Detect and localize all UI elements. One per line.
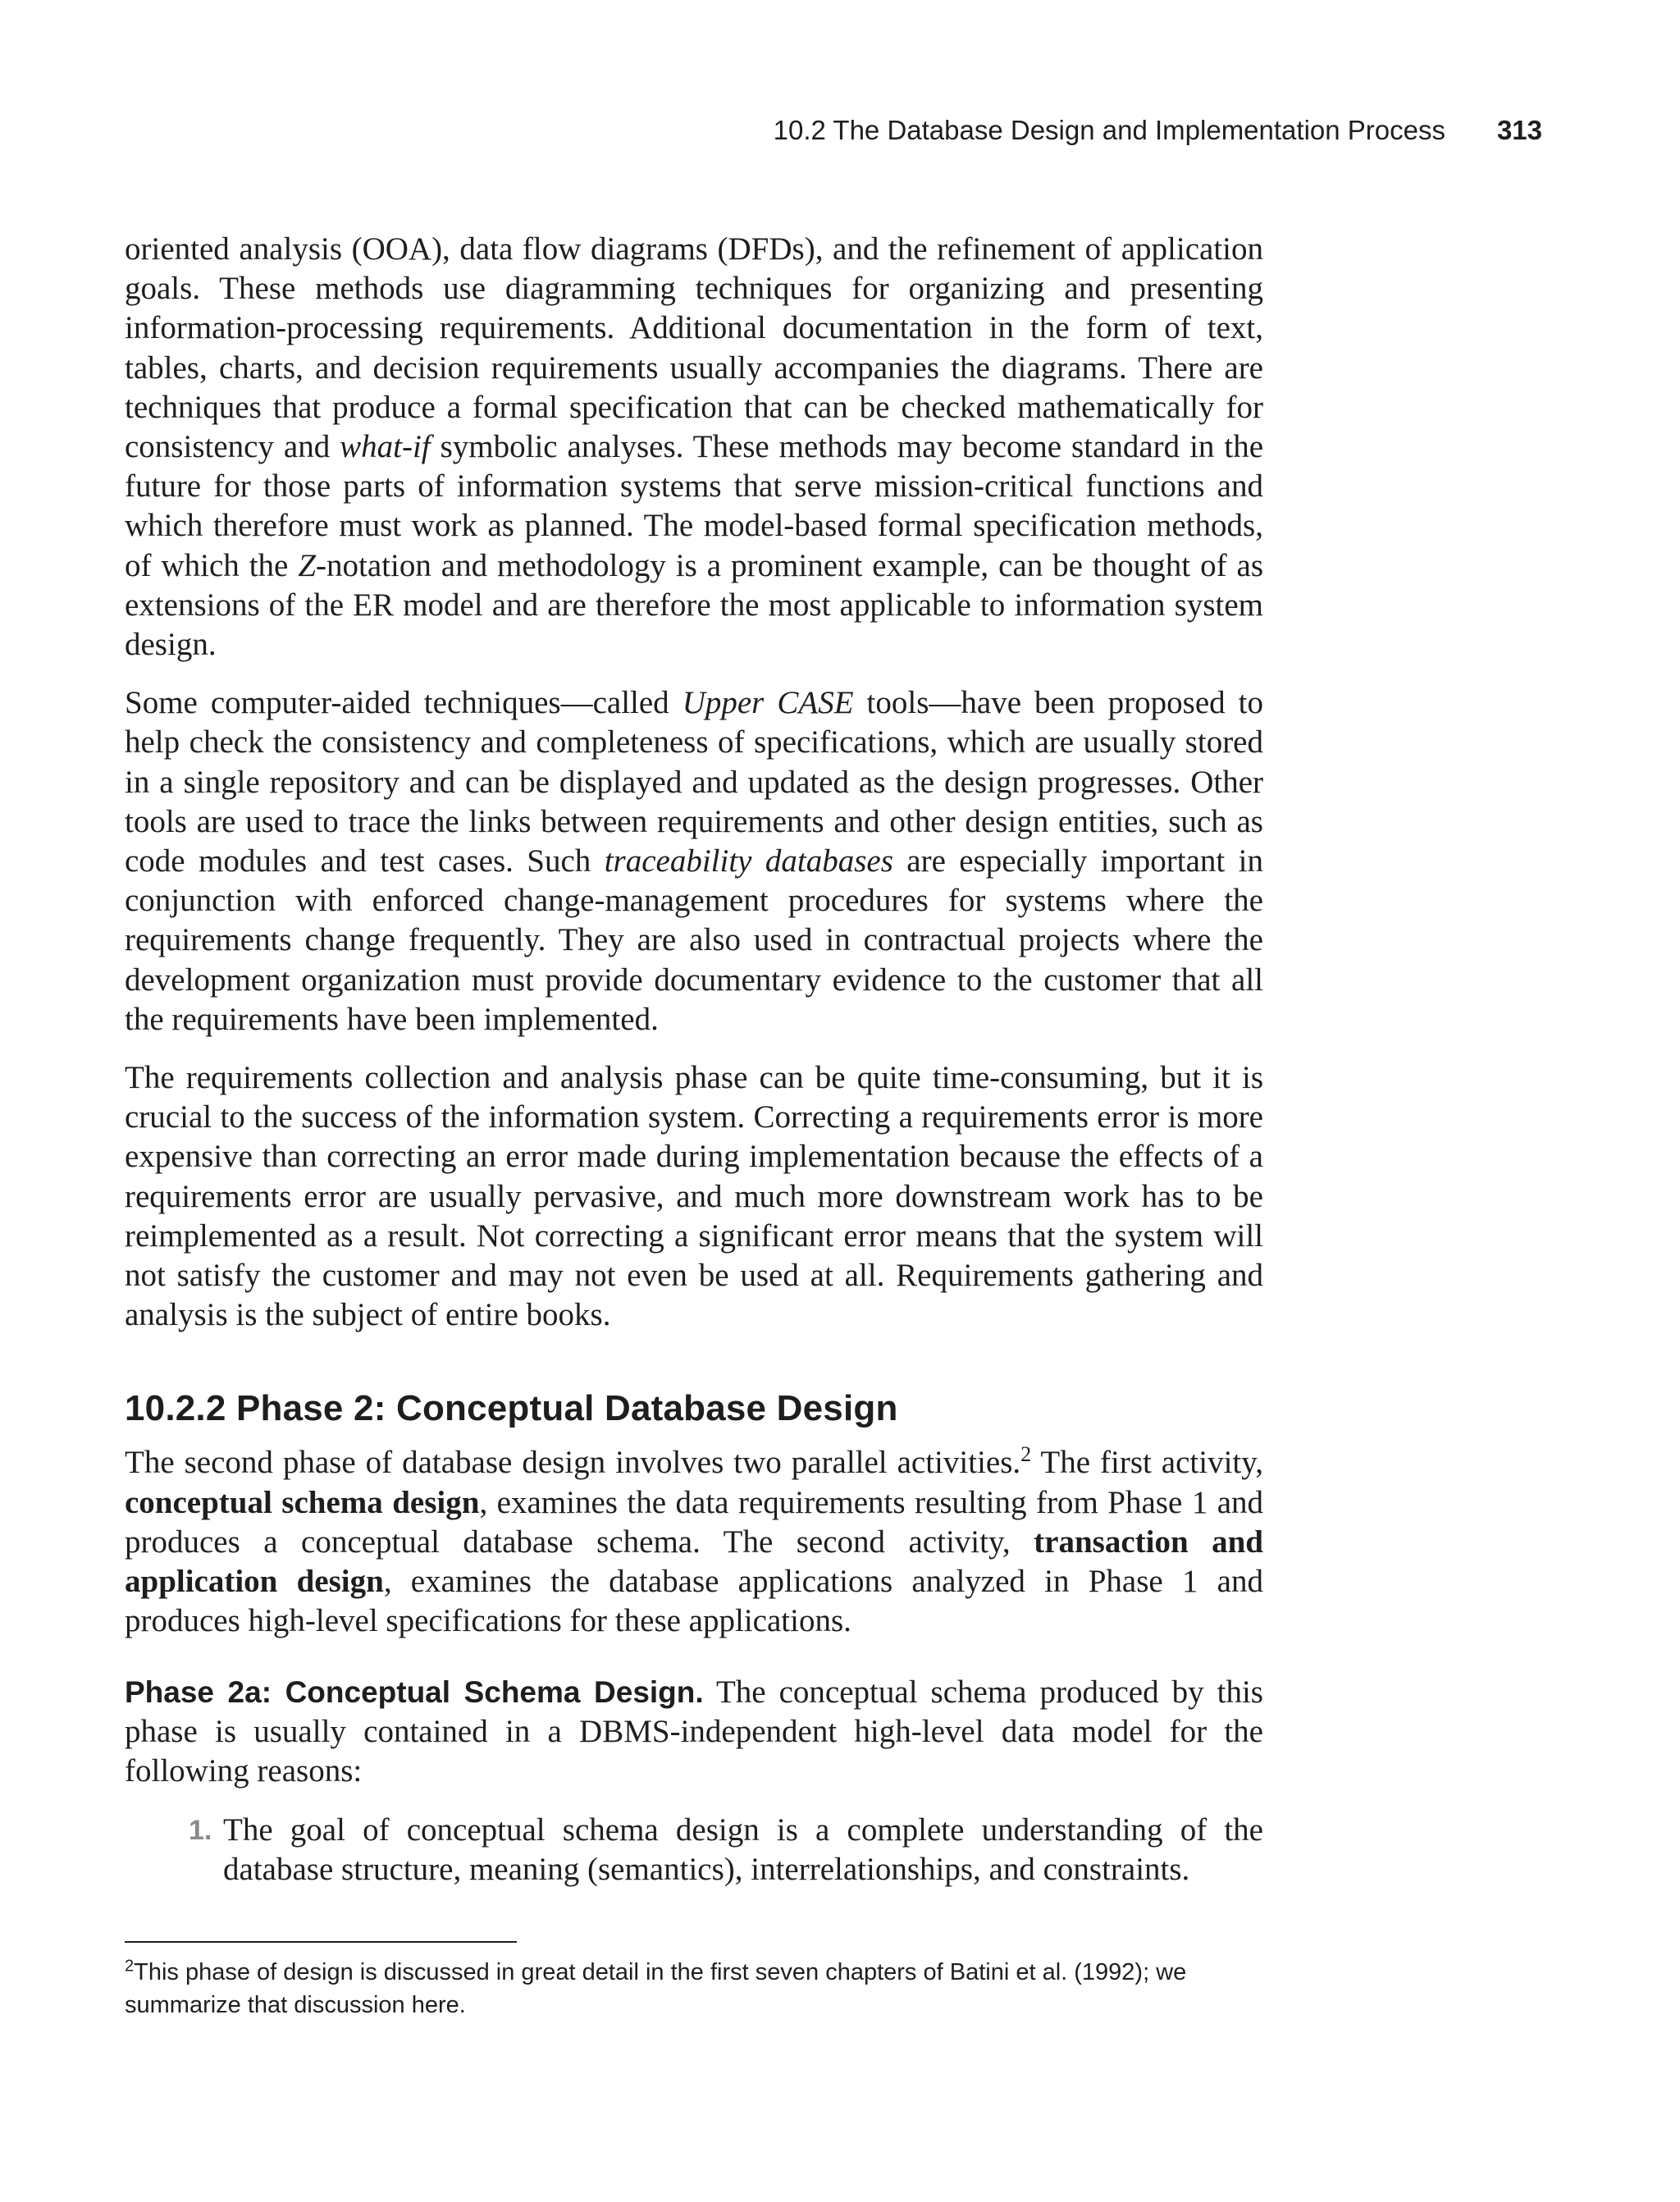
text-run: , examines the data requirements resulting from Phase 1 and produces a conceptual database schema. The second activity, — [125, 1484, 1264, 1560]
emphasis-traceability: traceability databases — [604, 843, 893, 879]
emphasis-what-if: what-if — [340, 429, 431, 465]
run-in-heading: Phase 2a: Conceptual Schema Design. — [125, 1674, 704, 1709]
text-run: symbolic analyses. These methods may become standard in the future for those parts of information systems that serve mission-critical functions and which therefore must work as planned. The model-based formal specification methods, of which the — [125, 429, 1264, 583]
footnote — [125, 1956, 1263, 2022]
text-run: , examines the database applications analyzed in Phase 1 and produces high-level specifications for these applications. — [125, 1564, 1263, 1639]
paragraph-requirements-cost: The requirements collection and analysis phase can be quite time-consuming, but it is crucial to the success of the information system. Correcting a requirements error is more expensive than correcting an error made during implementation because the effects of a requirements error are usually pervasive, and much more downstream work has to be reimplemented as a result. Not correcting a significant error means that the system will not satisfy the customer and may not even be used at all. Requirements gathering and analysis is the subject of entire books. — [125, 1060, 1263, 1333]
emphasis-z: Z — [298, 547, 317, 583]
footnote-text: This phase of design is discussed in great detail in the first seven chapters of Batini et al. (1992); we summarize that discussion here. — [125, 1959, 1187, 2018]
text-run: are especially important in conjunction with enforced change-management procedures for systems where the requirements change frequently. They are also used in contractual projects where the development organization must provide documentary evidence to the customer that all the requirements have been implemented. — [125, 843, 1263, 1037]
running-head-title: 10.2 The Database Design and Implementation Process — [773, 115, 1445, 145]
paragraph-methods — [125, 230, 1263, 665]
section-heading: 10.2.2 Phase 2: Conceptual Database Design — [125, 1388, 898, 1429]
numbered-list — [125, 1811, 1263, 1889]
text-run: tools—have been proposed to help check the consistency and completeness of specifications, which are usually stored in a single repository and can be displayed and updated as the design progresses. Other tools are used to trace the links between requirements and other design entities, such as code modules and test cases. Such — [125, 685, 1263, 879]
footnote-marker: 2 — [125, 1957, 135, 1976]
list-item-text: The goal of conceptual schema design is a complete understanding of the database structure, meaning (semantics), interrelationships, and constraints. — [223, 1812, 1263, 1888]
paragraph-upper-case — [125, 683, 1263, 1039]
bold-term-schema-design: conceptual schema design — [125, 1484, 480, 1520]
text-run: The first activity, — [1031, 1445, 1263, 1481]
text-run: Some computer-aided techniques—called — [125, 685, 682, 721]
footnote-divider — [125, 1941, 517, 1943]
text-run: The conceptual schema produced by this phase is usually contained in a DBMS-independent high-level data model for the following reasons: — [125, 1674, 1263, 1789]
text-run: The second phase of database design involves two parallel activities. — [125, 1445, 1021, 1481]
page-number: 313 — [1496, 115, 1542, 145]
paragraph-phase-2 — [125, 1443, 1263, 1641]
text-run: -notation and methodology is a prominent example, can be thought of as extensions of the ER model and are therefore the most applicable to information system design. — [125, 547, 1263, 663]
bold-term-transaction-design: transaction and application design — [125, 1524, 1263, 1600]
emphasis-upper-case: Upper CASE — [682, 685, 854, 721]
text-run: oriented analysis (OOA), data flow diagrams (DFDs), and the refinement of application goals. These methods use diagramming techniques for organizing and presenting information-processing requirements. Additional documentation in the form of text, tables, charts, and decision requirements usually accompanies the diagrams. There are techniques that produce a formal specification that can be checked mathematically for consistency and — [125, 231, 1263, 465]
footnote-reference: 2 — [1020, 1442, 1032, 1467]
body-text — [125, 230, 1263, 1890]
paragraph-phase-2a — [125, 1673, 1263, 1792]
list-item — [125, 1811, 1263, 1889]
list-number: 1. — [189, 1815, 212, 1847]
running-header — [0, 115, 1680, 156]
